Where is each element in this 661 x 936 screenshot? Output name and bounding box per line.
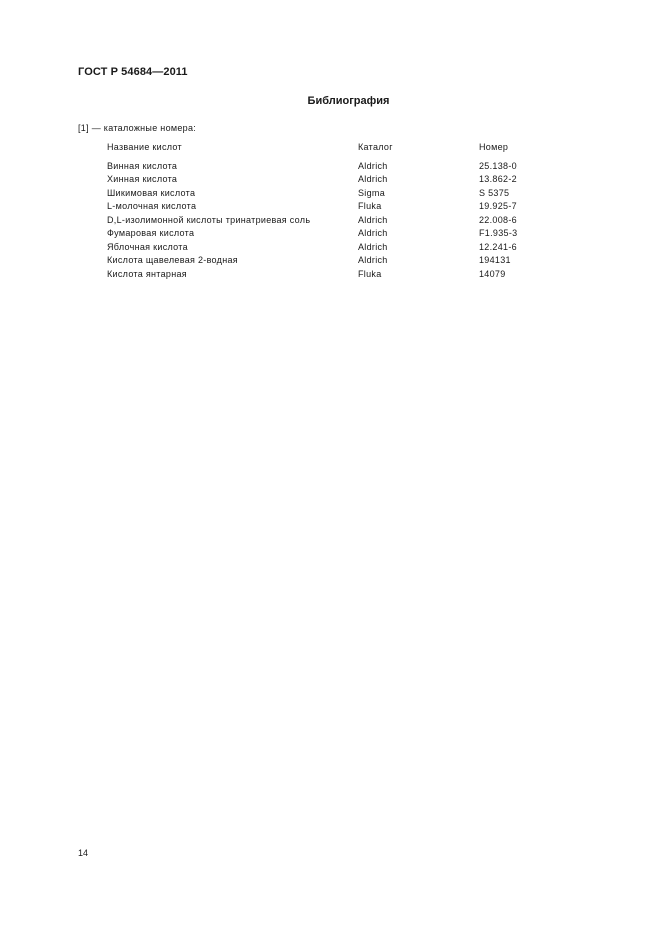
document-code: ГОСТ Р 54684—2011 — [78, 66, 188, 78]
catalog-name: Sigma — [358, 187, 386, 198]
acid-name: Яблочная кислота — [107, 241, 188, 252]
catalog-name: Fluka — [358, 268, 382, 279]
catalog-name: Aldrich — [358, 241, 388, 252]
acid-name: Винная кислота — [107, 160, 178, 171]
catalog-number: F1.935-3 — [479, 228, 518, 238]
catalog-name: Aldrich — [358, 228, 388, 238]
catalog-number: 22.008-6 — [479, 214, 517, 225]
catalog-name: Aldrich — [358, 255, 388, 265]
page-number: 14 — [78, 848, 89, 858]
catalog-name: Aldrich — [358, 160, 388, 171]
catalog-number: 13.862-2 — [479, 174, 517, 184]
column-header-catalog: Каталог — [358, 142, 393, 152]
catalog-name: Aldrich — [358, 174, 388, 184]
catalog-number: S 5375 — [479, 187, 510, 198]
column-header-name: Название кислот — [107, 142, 182, 152]
catalog-name: Aldrich — [358, 214, 388, 225]
catalog-number: 19.925-7 — [479, 201, 517, 211]
catalog-number: 14079 — [479, 268, 506, 279]
acid-name: L-молочная кислота — [107, 201, 197, 211]
column-header-number: Номер — [479, 142, 509, 152]
catalog-name: Fluka — [358, 201, 382, 211]
catalog-number: 194131 — [479, 255, 511, 265]
section-title-text: Библиография — [307, 95, 390, 107]
acid-name: Хинная кислота — [107, 174, 178, 184]
catalog-number: 25.138-0 — [479, 160, 517, 171]
catalog-number: 12.241-6 — [479, 241, 517, 252]
acid-name: Фумаровая кислота — [107, 228, 195, 238]
acid-name: D,L-изолимонной кислоты тринатриевая соль — [107, 214, 311, 225]
acid-name: Шикимовая кислота — [107, 187, 196, 198]
section-title — [0, 95, 661, 107]
acid-name: Кислота янтарная — [107, 268, 187, 279]
acid-name: Кислота щавелевая 2-водная — [107, 255, 238, 265]
reference-intro: [1] — каталожные номера: — [78, 123, 197, 133]
